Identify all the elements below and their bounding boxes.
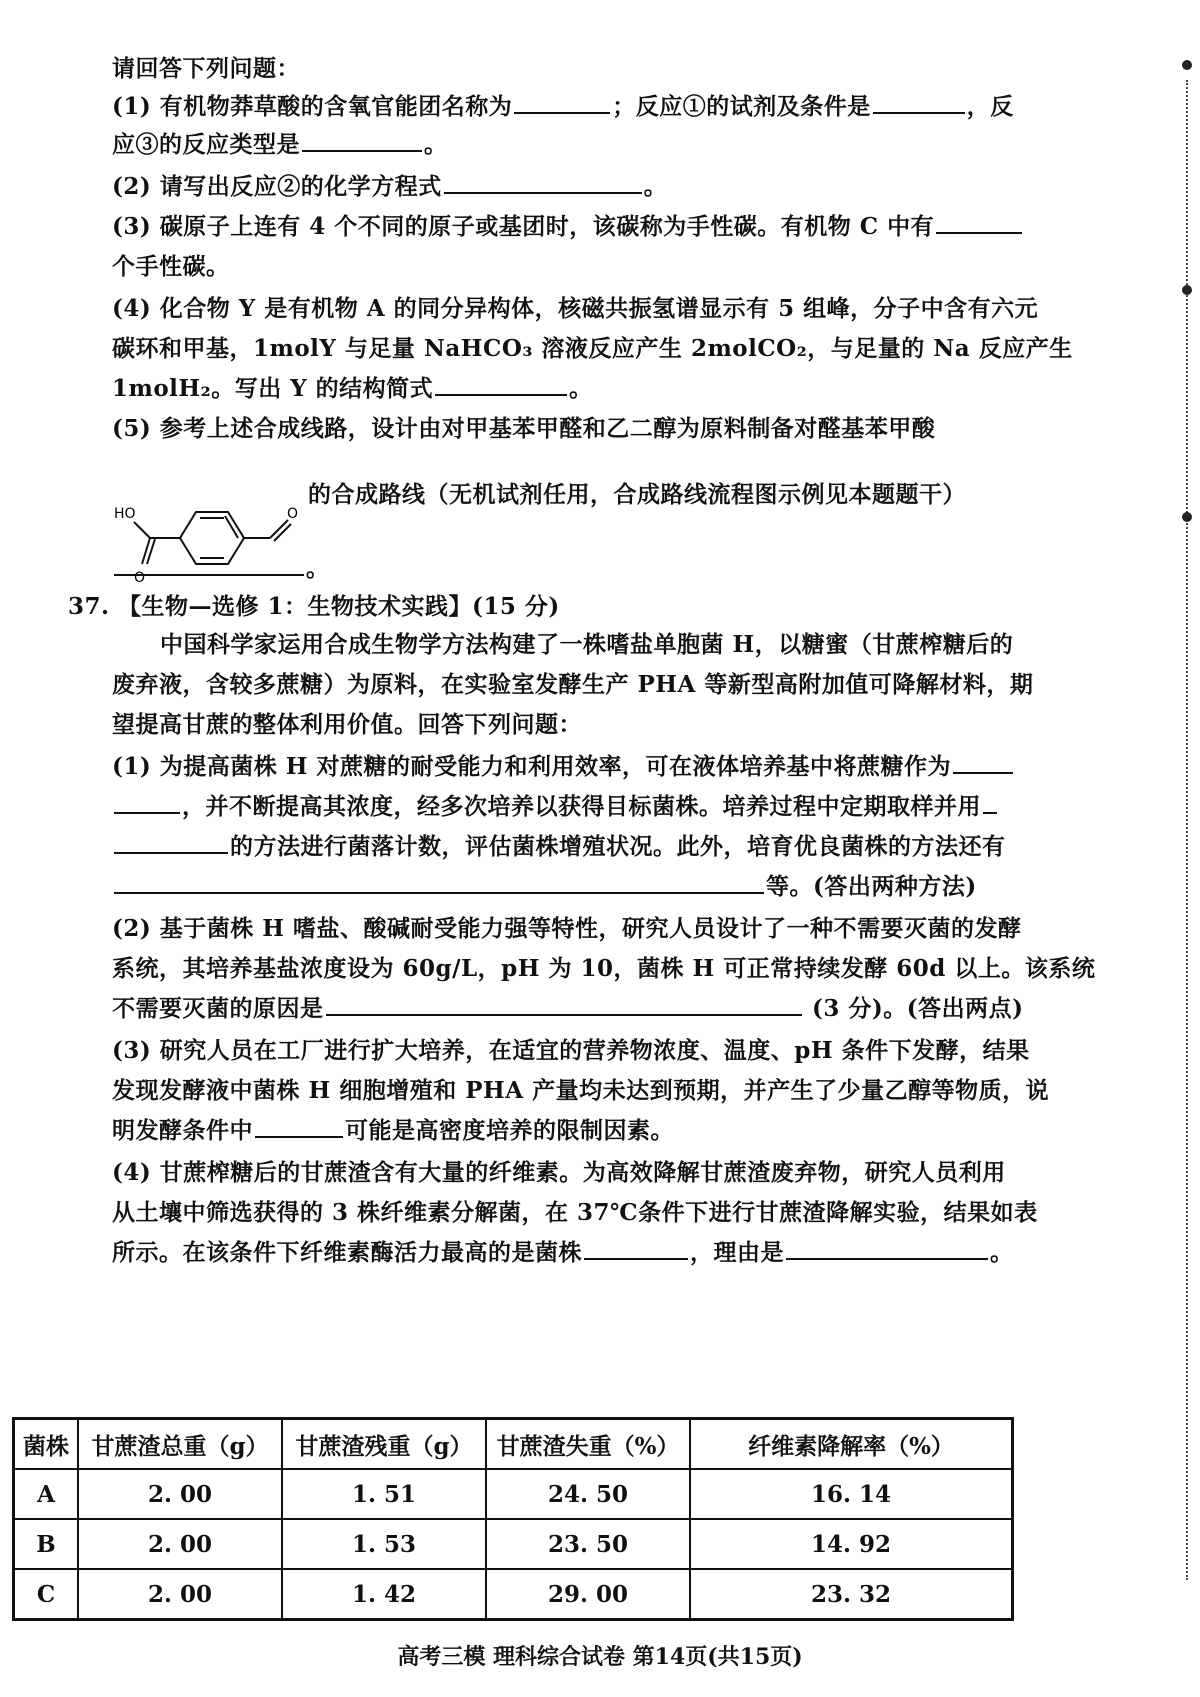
column-header: 菌株 <box>14 1419 79 1470</box>
answer-blank[interactable] <box>936 210 1022 234</box>
table-cell: 1. 53 <box>282 1519 486 1569</box>
page-footer: 高考三模 理科综合试卷 第14页(共15页) <box>397 1644 803 1670</box>
column-header: 甘蔗渣残重（g） <box>282 1419 486 1470</box>
answer-blank[interactable] <box>114 552 304 576</box>
q4-line2: 碳环和甲基，1molY 与足量 NaHCO₃ 溶液反应产生 2molCO₂，与足量的 Na 反应产生 <box>112 335 1073 362</box>
table-cell: 1. 51 <box>282 1469 486 1519</box>
q37-p4-line3: 所示。在该条件下纤维素酶活力最高的是菌株 ，理由是 。 <box>112 1236 1014 1270</box>
q5-line2: 的合成路线（无机试剂任用，合成路线流程图示例见本题题干） <box>308 481 966 508</box>
q37-header: 37. 【生物—选修 1：生物技术实践】(15 分) <box>68 593 560 620</box>
q37-intro3: 望提高甘蔗的整体利用价值。回答下列问题： <box>112 711 582 738</box>
q37-p2-line1: (2) 基于菌株 H 嗜盐、酸碱耐受能力强等特性，研究人员设计了一种不需要灭菌的发酵 <box>112 915 1022 942</box>
answer-blank[interactable] <box>983 790 997 814</box>
q37-p4-line1: (4) 甘蔗榨糖后的甘蔗渣含有大量的纤维素。为高效降解甘蔗渣废弃物，研究人员利用 <box>112 1159 1006 1186</box>
binding-dot-bottom <box>1182 512 1192 522</box>
table-cell: C <box>14 1569 79 1620</box>
column-header: 甘蔗渣失重（%） <box>486 1419 690 1470</box>
table-cell: 16. 14 <box>690 1469 1013 1519</box>
binding-line <box>1186 80 1188 1580</box>
table-cell: A <box>14 1469 79 1519</box>
q37-p2-line3: 不需要灭菌的原因是 (3 分)。(答出两点) <box>112 992 1024 1026</box>
q1-line2: 应③的反应类型是 。 <box>112 128 448 162</box>
q37-p3-line2: 发现发酵液中菌株 H 细胞增殖和 PHA 产量均未达到预期，并产生了少量乙醇等物质，说 <box>112 1077 1050 1104</box>
q4-line1: (4) 化合物 Y 是有机物 A 的同分异构体，核磁共振氢谱显示有 5 组峰，分子中含有六元 <box>112 295 1039 322</box>
q37-p1-line3: 的方法进行菌落计数，评估菌株增殖状况。此外，培育优良菌株的方法还有 <box>112 830 1006 864</box>
label-o-aldehyde: O <box>287 506 299 522</box>
q37-p1-line2: ，并不断提高其浓度，经多次培养以获得目标菌株。培养过程中定期取样并用 <box>112 790 999 824</box>
q37-intro1: 中国科学家运用合成生物学方法构建了一株嗜盐单胞菌 H，以糖蜜（甘蔗榨糖后的 <box>160 631 1014 658</box>
q37-p2-line2: 系统，其培养基盐浓度设为 60g/L，pH 为 10，菌株 H 可正常持续发酵 60d 以上。该系统 <box>112 955 1096 982</box>
q37-p1-line4: 等。(答出两种方法) <box>112 870 977 904</box>
binding-dot-top <box>1182 60 1192 70</box>
q4-line3: 1molH₂。写出 Y 的结构简式 。 <box>112 372 593 406</box>
table-row <box>14 1569 1013 1620</box>
table-cell: 14. 92 <box>690 1519 1013 1569</box>
table-cell: 1. 42 <box>282 1569 486 1620</box>
answer-blank[interactable] <box>444 170 642 194</box>
degradation-results-table <box>12 1417 1014 1621</box>
table-cell: 23. 32 <box>690 1569 1013 1620</box>
table-row <box>14 1519 1013 1569</box>
label-o-carboxyl: O <box>134 570 146 586</box>
label-ho: HO <box>114 506 136 522</box>
table-cell: 2. 00 <box>78 1569 282 1620</box>
q37-intro2: 废弃液，含较多蔗糖）为原料，在实验室发酵生产 PHA 等新型高附加值可降解材料，期 <box>112 671 1034 698</box>
table-cell: 2. 00 <box>78 1469 282 1519</box>
q3-line1: (3) 碳原子上连有 4 个不同的原子或基团时，该碳称为手性碳。有机物 C 中有 <box>112 210 1024 244</box>
q37-p4-line2: 从土壤中筛选获得的 3 株纤维素分解菌，在 37℃条件下进行甘蔗渣降解实验，结果如表 <box>112 1199 1038 1226</box>
answer-blank[interactable] <box>953 750 1013 774</box>
answer-blank[interactable] <box>786 1236 988 1260</box>
answer-blank[interactable] <box>873 90 965 114</box>
column-header: 甘蔗渣总重（g） <box>78 1419 282 1470</box>
answer-blank[interactable] <box>255 1114 343 1138</box>
table-row <box>14 1469 1013 1519</box>
answer-blank[interactable] <box>584 1236 688 1260</box>
table-cell: 2. 00 <box>78 1519 282 1569</box>
table-cell: 23. 50 <box>486 1519 690 1569</box>
answer-blank[interactable] <box>302 128 422 152</box>
answer-blank[interactable] <box>114 790 180 814</box>
q2-line: (2) 请写出反应②的化学方程式 。 <box>112 170 667 204</box>
table-cell: 24. 50 <box>486 1469 690 1519</box>
q37-p3-line1: (3) 研究人员在工厂进行扩大培养，在适宜的营养物浓度、温度、pH 条件下发酵，结果 <box>112 1037 1030 1064</box>
table-cell: B <box>14 1519 79 1569</box>
q5-line3: 。 <box>112 552 330 586</box>
table-header-row <box>14 1419 1013 1470</box>
answer-blank[interactable] <box>326 992 802 1016</box>
q1-line1: (1) 有机物莽草酸的含氧官能团名称为 ；反应①的试剂及条件是 ，反 <box>112 90 1014 124</box>
answer-blank[interactable] <box>514 90 610 114</box>
table-cell: 29. 00 <box>486 1569 690 1620</box>
prompt-line: 请回答下列问题： <box>112 55 300 82</box>
binding-dot-middle <box>1182 285 1192 295</box>
answer-blank[interactable] <box>114 870 764 894</box>
q3-line2: 个手性碳。 <box>112 253 230 280</box>
q37-p3-line3: 明发酵条件中 可能是高密度培养的限制因素。 <box>112 1114 674 1148</box>
q5-line1: (5) 参考上述合成线路，设计由对甲基苯甲醛和乙二醇为原料制备对醛基苯甲酸 <box>112 415 936 442</box>
answer-blank[interactable] <box>114 830 228 854</box>
column-header: 纤维素降解率（%） <box>690 1419 1013 1470</box>
q37-p1-line1: (1) 为提高菌株 H 对蔗糖的耐受能力和利用效率，可在液体培养基中将蔗糖作为 <box>112 750 1015 784</box>
answer-blank[interactable] <box>435 372 567 396</box>
